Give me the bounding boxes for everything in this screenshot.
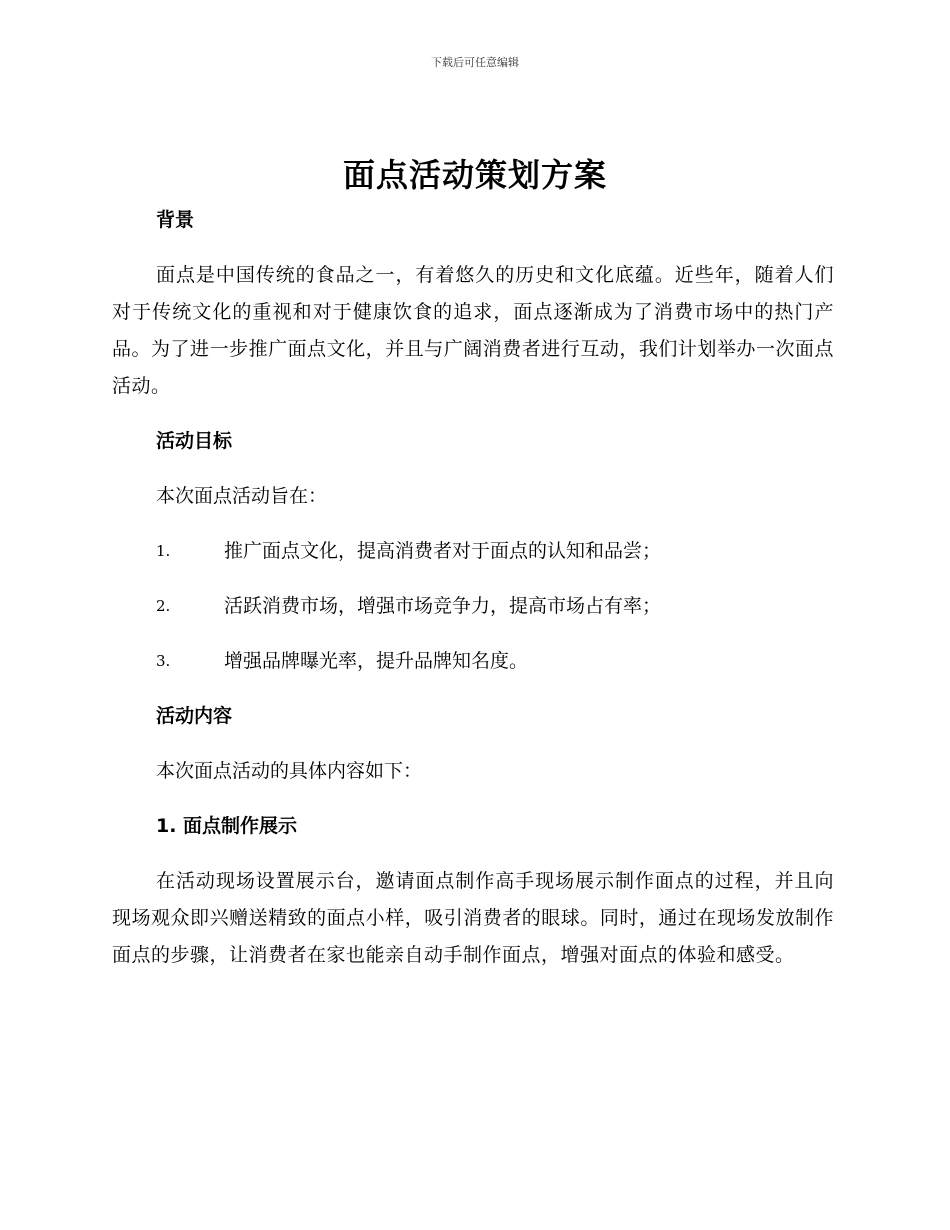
list-item [112,533,834,570]
section-heading-background: 背景 [156,209,195,231]
header-note: 下载后可任意编辑 [431,56,519,69]
list-item-number: 1. [156,542,171,560]
section-heading-content: 活动内容 [156,705,233,727]
background-paragraph: 面点是中国传统的食品之一，有着悠久的历史和文化底蕴。近些年，随着人们对于传统文化的重视和对于健康饮食的追求，面点逐渐成为了消费市场中的热门产品。为了进一步推广面点文化，并且与广阔消费者进行互动，我们计划举办一次面点活动。 [112,264,834,397]
list-item [112,588,834,625]
document-title: 面点活动策划方案 [342,156,607,194]
goals-list [112,533,834,680]
list-item-text: 活跃消费市场，增强市场竞争力，提高市场占有率； [224,595,662,617]
making-show-paragraph: 在活动现场设置展示台，邀请面点制作高手现场展示制作面点的过程，并且向现场观众即兴赠送精致的面点小样，吸引消费者的眼球。同时，通过在现场发放制作面点的步骤，让消费者在家也能亲自动手制作面点，增强对面点的体验和感受。 [112,870,834,966]
list-item [112,643,834,680]
content-intro: 本次面点活动的具体内容如下： [156,760,423,782]
list-item-number: 3. [156,652,171,670]
list-item-number: 2. [156,597,171,615]
list-item-text: 推广面点文化，提高消费者对于面点的认知和品尝； [224,540,662,562]
sub-heading-making-show: 1. 面点制作展示 [156,815,298,837]
document-body [112,202,834,974]
section-heading-goals: 活动目标 [156,430,233,452]
goals-intro: 本次面点活动旨在： [156,485,328,507]
list-item-text: 增强品牌曝光率，提升品牌知名度。 [224,650,529,672]
